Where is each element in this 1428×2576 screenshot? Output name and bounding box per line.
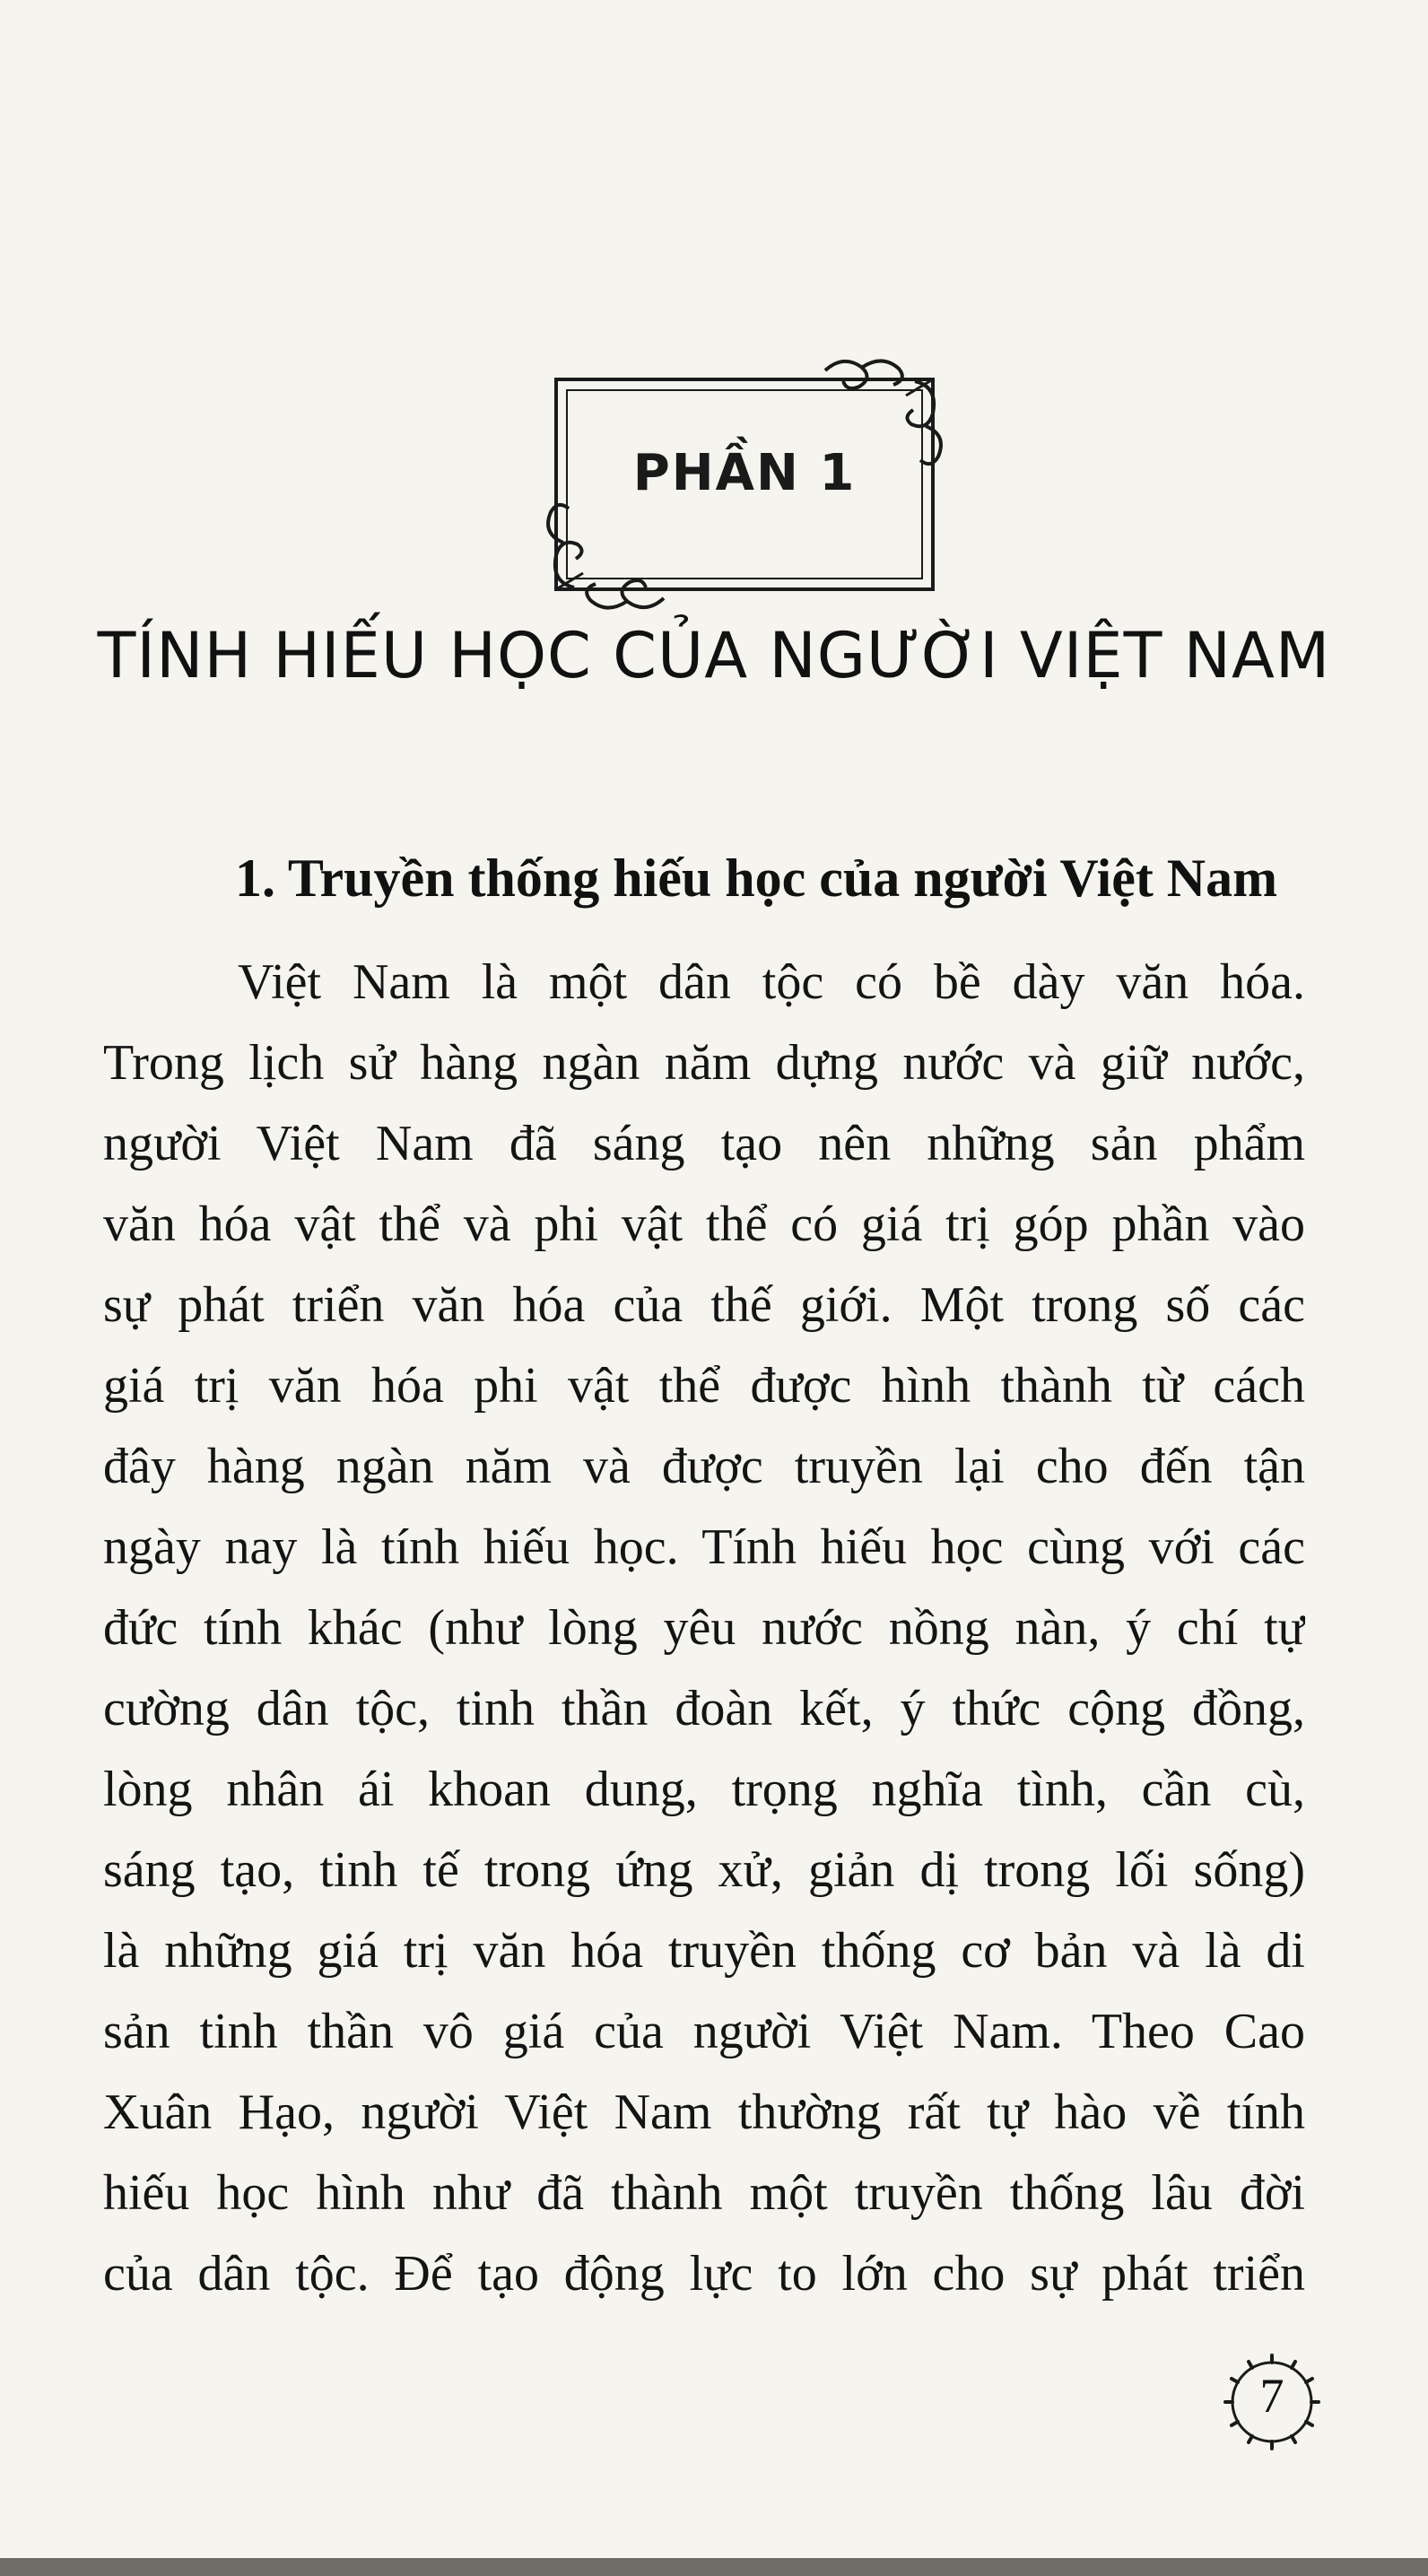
part-label: PHẦN 1 <box>632 444 857 502</box>
page-bottom-edge <box>0 2558 1428 2576</box>
body-line: giá trị văn hóa phi vật thể được hình thành từ cách <box>103 1358 1305 1414</box>
body-line: đây hàng ngàn năm và được truyền lại cho đến tận <box>103 1439 1305 1494</box>
body-line: sản tinh thần vô giá của người Việt Nam. Theo Cao <box>103 2004 1305 2059</box>
body-line: của dân tộc. Để tạo động lực to lớn cho sự phát triển <box>103 2246 1305 2302</box>
page-number: 7 <box>1259 2369 1284 2423</box>
body-line: người Việt Nam đã sáng tạo nên những sản phẩm <box>103 1116 1305 1171</box>
body-line: là những giá trị văn hóa truyền thống cơ bản và là di <box>103 1923 1305 1979</box>
body-line: Xuân Hạo, người Việt Nam thường rất tự hào về tính <box>103 2084 1305 2140</box>
body-line: đức tính khác (như lòng yêu nước nồng nàn, ý chí tự <box>103 1600 1305 1656</box>
part-title: TÍNH HIẾU HỌC CỦA NGƯỜI VIỆT NAM <box>97 619 1331 692</box>
body-line: văn hóa vật thể và phi vật thể có giá trị góp phần vào <box>103 1197 1305 1252</box>
body-line: ngày nay là tính hiếu học. Tính hiếu học cùng với các <box>103 1519 1305 1575</box>
body-paragraph <box>103 942 1305 2314</box>
body-line: sáng tạo, tinh tế trong ứng xử, giản dị trong lối sống) <box>103 1842 1305 1898</box>
section-heading: 1. Truyền thống hiếu học của người Việt Nam <box>235 849 1278 908</box>
part-ornament-frame <box>529 354 960 614</box>
body-line: Trong lịch sử hàng ngàn năm dựng nước và giữ nước, <box>103 1035 1305 1091</box>
page-number-badge <box>1218 2348 1326 2456</box>
body-line: sự phát triển văn hóa của thế giới. Một trong số các <box>103 1277 1305 1333</box>
body-line: Việt Nam là một dân tộc có bề dày văn hóa. <box>238 954 1305 1010</box>
body-line: hiếu học hình như đã thành một truyền thống lâu đời <box>103 2165 1305 2221</box>
body-line: lòng nhân ái khoan dung, trọng nghĩa tình, cần cù, <box>103 1762 1305 1817</box>
body-line: cường dân tộc, tinh thần đoàn kết, ý thức cộng đồng, <box>103 1681 1305 1736</box>
